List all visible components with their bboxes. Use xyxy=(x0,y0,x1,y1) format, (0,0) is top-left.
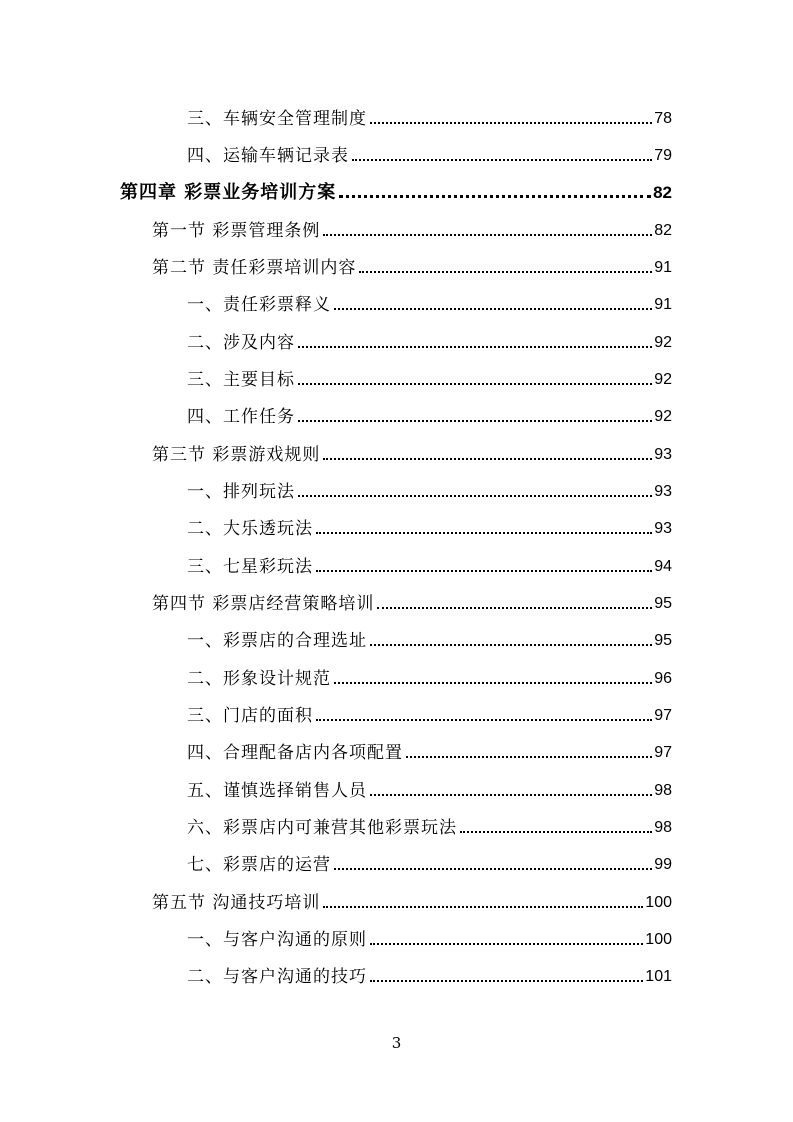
toc-section-entry[interactable] xyxy=(152,249,672,279)
toc-entry-page: 91 xyxy=(654,296,672,313)
toc-entry-title: 第五节 沟通技巧培训 xyxy=(152,893,321,913)
toc-entry-page: 95 xyxy=(654,595,672,612)
toc-dot-leader xyxy=(334,308,652,310)
toc-section-entry[interactable] xyxy=(152,212,672,242)
toc-entry-page: 100 xyxy=(645,931,672,948)
toc-dot-leader xyxy=(334,682,652,684)
toc-entry-title: 第四节 彩票店经营策略培训 xyxy=(152,594,375,614)
toc-chapter-entry[interactable] xyxy=(120,174,672,204)
toc-entry-page: 92 xyxy=(654,371,672,388)
toc-entry-title: 七、彩票店的运营 xyxy=(187,855,331,875)
toc-section-entry[interactable] xyxy=(152,436,672,466)
toc-entry[interactable] xyxy=(187,734,672,764)
toc-entry-title: 二、与客户沟通的技巧 xyxy=(187,967,367,987)
toc-entry-title: 二、涉及内容 xyxy=(187,333,295,353)
toc-entry-page: 92 xyxy=(654,408,672,425)
toc-dot-leader xyxy=(460,831,652,833)
toc-entry-title: 一、彩票店的合理选址 xyxy=(187,631,367,651)
toc-entry[interactable] xyxy=(187,846,672,876)
toc-entry-page: 98 xyxy=(654,819,672,836)
toc-entry-title: 第三节 彩票游戏规则 xyxy=(152,445,321,465)
toc-dot-leader xyxy=(316,719,652,721)
toc-entry[interactable] xyxy=(187,697,672,727)
toc-entry[interactable] xyxy=(187,548,672,578)
toc-dot-leader xyxy=(323,458,652,460)
toc-entry-title: 一、排列玩法 xyxy=(187,482,295,502)
toc-entry-page: 97 xyxy=(654,744,672,761)
toc-entry-page: 98 xyxy=(654,782,672,799)
toc-dot-leader xyxy=(316,570,652,572)
toc-entry-title: 三、车辆安全管理制度 xyxy=(187,109,367,129)
toc-entry-page: 95 xyxy=(654,632,672,649)
toc-entry-page: 93 xyxy=(654,483,672,500)
toc-dot-leader xyxy=(298,420,652,422)
toc-entry-page: 78 xyxy=(654,110,672,127)
toc-entry-title: 五、谨慎选择销售人员 xyxy=(187,781,367,801)
toc-entry[interactable] xyxy=(187,772,672,802)
toc-entry[interactable] xyxy=(187,622,672,652)
toc-entry-page: 100 xyxy=(645,894,672,911)
toc-dot-leader xyxy=(370,794,652,796)
toc-entry[interactable] xyxy=(187,398,672,428)
page-number: 3 xyxy=(391,1034,402,1052)
toc-entry-page: 99 xyxy=(654,856,672,873)
toc-entry-page: 97 xyxy=(654,707,672,724)
toc-dot-leader xyxy=(377,607,652,609)
toc-entry-title: 四、合理配备店内各项配置 xyxy=(187,743,403,763)
toc-entry-title: 三、七星彩玩法 xyxy=(187,557,313,577)
toc-dot-leader xyxy=(359,271,652,273)
toc-entry-title: 一、责任彩票释义 xyxy=(187,295,331,315)
toc-entry-page: 92 xyxy=(654,334,672,351)
toc-entry-title: 第一节 彩票管理条例 xyxy=(152,221,321,241)
toc-entry-page: 82 xyxy=(654,222,672,239)
toc-section-entry[interactable] xyxy=(152,884,672,914)
toc-dot-leader xyxy=(323,234,652,236)
toc-dot-leader xyxy=(370,980,643,982)
toc-entry-title: 四、运输车辆记录表 xyxy=(187,146,349,166)
toc-entry[interactable] xyxy=(187,137,672,167)
toc-entry[interactable] xyxy=(187,324,672,354)
toc-entry[interactable] xyxy=(187,473,672,503)
toc-entry[interactable] xyxy=(187,958,672,988)
toc-dot-leader xyxy=(406,756,652,758)
toc-entry-title: 三、门店的面积 xyxy=(187,706,313,726)
toc-dot-leader xyxy=(334,868,652,870)
toc-dot-leader xyxy=(298,346,652,348)
toc-entry-title: 二、大乐透玩法 xyxy=(187,519,313,539)
toc-entry[interactable] xyxy=(187,361,672,391)
toc-dot-leader xyxy=(298,383,652,385)
toc-section-entry[interactable] xyxy=(152,585,672,615)
toc-entry-page: 91 xyxy=(654,259,672,276)
toc-dot-leader xyxy=(352,159,652,161)
toc-dot-leader xyxy=(370,943,643,945)
toc-entry-page: 93 xyxy=(654,446,672,463)
toc-dot-leader xyxy=(370,122,652,124)
toc-entry-title: 二、形象设计规范 xyxy=(187,669,331,689)
toc-entry-title: 六、彩票店内可兼营其他彩票玩法 xyxy=(187,818,457,838)
toc-entry[interactable] xyxy=(187,286,672,316)
toc-entry-page: 101 xyxy=(645,968,672,985)
toc-entry-page: 94 xyxy=(654,558,672,575)
toc-dot-leader xyxy=(298,495,652,497)
toc-entry-title: 三、主要目标 xyxy=(187,370,295,390)
toc-dot-leader xyxy=(339,195,651,198)
toc-entry[interactable] xyxy=(187,100,672,130)
toc-dot-leader xyxy=(370,644,652,646)
toc-entry-title: 第二节 责任彩票培训内容 xyxy=(152,258,357,278)
toc-entry-page: 79 xyxy=(654,147,672,164)
toc-dot-leader xyxy=(316,532,652,534)
toc-entry[interactable] xyxy=(187,660,672,690)
toc-entry-title: 第四章 彩票业务培训方案 xyxy=(120,182,337,203)
toc-entry-page: 93 xyxy=(654,520,672,537)
toc-entry[interactable] xyxy=(187,921,672,951)
toc-entry-title: 一、与客户沟通的原则 xyxy=(187,930,367,950)
toc-entry-page: 96 xyxy=(654,670,672,687)
toc-entry-page: 82 xyxy=(653,183,672,202)
toc-entry[interactable] xyxy=(187,510,672,540)
toc-dot-leader xyxy=(323,906,643,908)
toc-entry-title: 四、工作任务 xyxy=(187,407,295,427)
toc-entry[interactable] xyxy=(187,809,672,839)
